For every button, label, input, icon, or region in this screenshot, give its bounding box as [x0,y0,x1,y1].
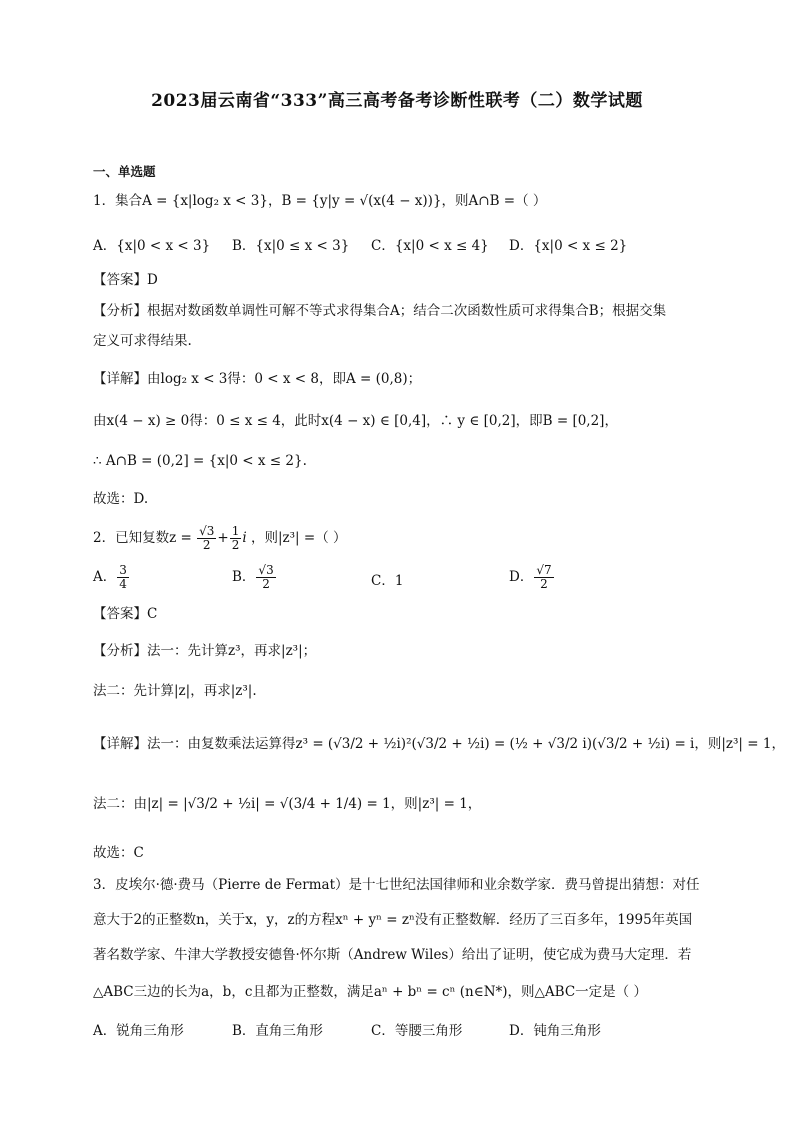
q2-option-c: C．1 [371,573,404,589]
q2-detail-line-2: 法二：由|z| = |√3/2 + ½i| = √(3/4 + 1/4) = 1，则|z³| = 1， [93,796,482,812]
q2-option-d [509,564,555,591]
q1-detail-line-1: 【详解】由log₂ x < 3得：0 < x < 8，即A = (0,8)； [93,371,422,387]
q2-choose: 故选：C [93,845,144,861]
q1-option-c: C．{x|0 < x ≤ 4} [371,238,489,254]
q3-option-c: C．等腰三角形 [371,1023,463,1039]
q2-fraction-sqrt3-over-2: $\frac{√3}{2}$ [199,524,215,552]
q3-line-1: 3．皮埃尔·德·费马（Pierre de Fermat）是十七世纪法国律师和业余数学家．费马曾提出猜想：对任 [93,877,700,893]
q2-stem-pre: 2．已知复数z = [93,530,192,546]
q2-analysis-line-1: 【分析】法一：先计算z³，再求|z³|； [93,643,317,659]
q1-detail-line-3: ∴ A∩B = (0,2] = {x|0 < x ≤ 2}. [93,453,307,469]
q1-stem: 1．集合A = {x|log₂ x < 3}，B = {y|y = √(x(4 − x))}，则A∩B =（ ） [93,193,547,209]
q2-option-d-value: $\frac{√7}{2}$ [536,563,552,591]
q1-answer: 【答案】D [93,272,158,288]
q2-stem-post: ，则|z³| =（ ） [250,530,347,546]
q2-option-d-label: D． [509,569,534,585]
q3-line-3: 著名数学家、牛津大学教授安德鲁·怀尔斯（Andrew Wiles）给出了证明，使它成为费马大定理．若 [93,947,692,963]
q1-option-a: A．{x|0 < x < 3} [93,238,211,254]
q1-detail-line-2: 由x(4 − x) ≥ 0得：0 ≤ x ≤ 4，此时x(4 − x) ∈ [0,4]，∴ y ∈ [0,2]，即B = [0,2]， [93,413,618,429]
q2-option-a-value: $\frac{3}{4}$ [119,563,127,591]
q2-option-b-value: $\frac{√3}{2}$ [258,563,274,591]
q2-answer: 【答案】C [93,606,158,622]
q2-stem: 2．已知复数z = $\frac{√3}{2}$ + $\frac{1}{2}$ i ，则|z³| =（ ） [93,524,347,552]
q2-option-a-label: A． [93,569,117,585]
q1-analysis-line-1: 【分析】根据对数函数单调性可解不等式求得集合A；结合二次函数性质可求得集合B；根据交集 [93,303,667,319]
q3-line-4: △ABC三边的长为a，b，c且都为正整数，满足aⁿ + bⁿ = cⁿ (n∈N*)，则△ABC一定是（ ） [93,984,647,1000]
q1-analysis-line-2: 定义可求得结果. [93,333,192,349]
q2-detail-line-1: 【详解】法一：由复数乘法运算得z³ = (√3/2 + ½i)²(√3/2 + ½i) = (½ + √3/2 i)(√3/2 + ½i) = i，则|z³| = 1， [93,736,785,752]
q2-option-b-label: B． [232,569,256,585]
q3-line-2: 意大于2的正整数n，关于x，y，z的方程xⁿ + yⁿ = zⁿ没有正整数解．经历了三百多年，1995年英国 [93,912,693,928]
q1-option-d: D．{x|0 < x ≤ 2} [509,238,628,254]
q2-option-b [232,564,277,591]
q2-analysis-line-2: 法二：先计算|z|，再求|z³|. [93,683,257,699]
q2-option-a [93,564,130,591]
q3-option-d: D．钝角三角形 [509,1023,601,1039]
q2-fraction-1-over-2: $\frac{1}{2}$ [231,524,240,552]
q3-option-b: B．直角三角形 [232,1023,323,1039]
q1-choose: 故选：D. [93,491,149,507]
page-title: 2023届云南省“333”高三高考备考诊断性联考（二）数学试题 [151,91,643,111]
section-heading: 一、单选题 [93,164,156,179]
q3-option-a: A．锐角三角形 [93,1023,184,1039]
q1-option-b: B．{x|0 ≤ x < 3} [232,238,350,254]
